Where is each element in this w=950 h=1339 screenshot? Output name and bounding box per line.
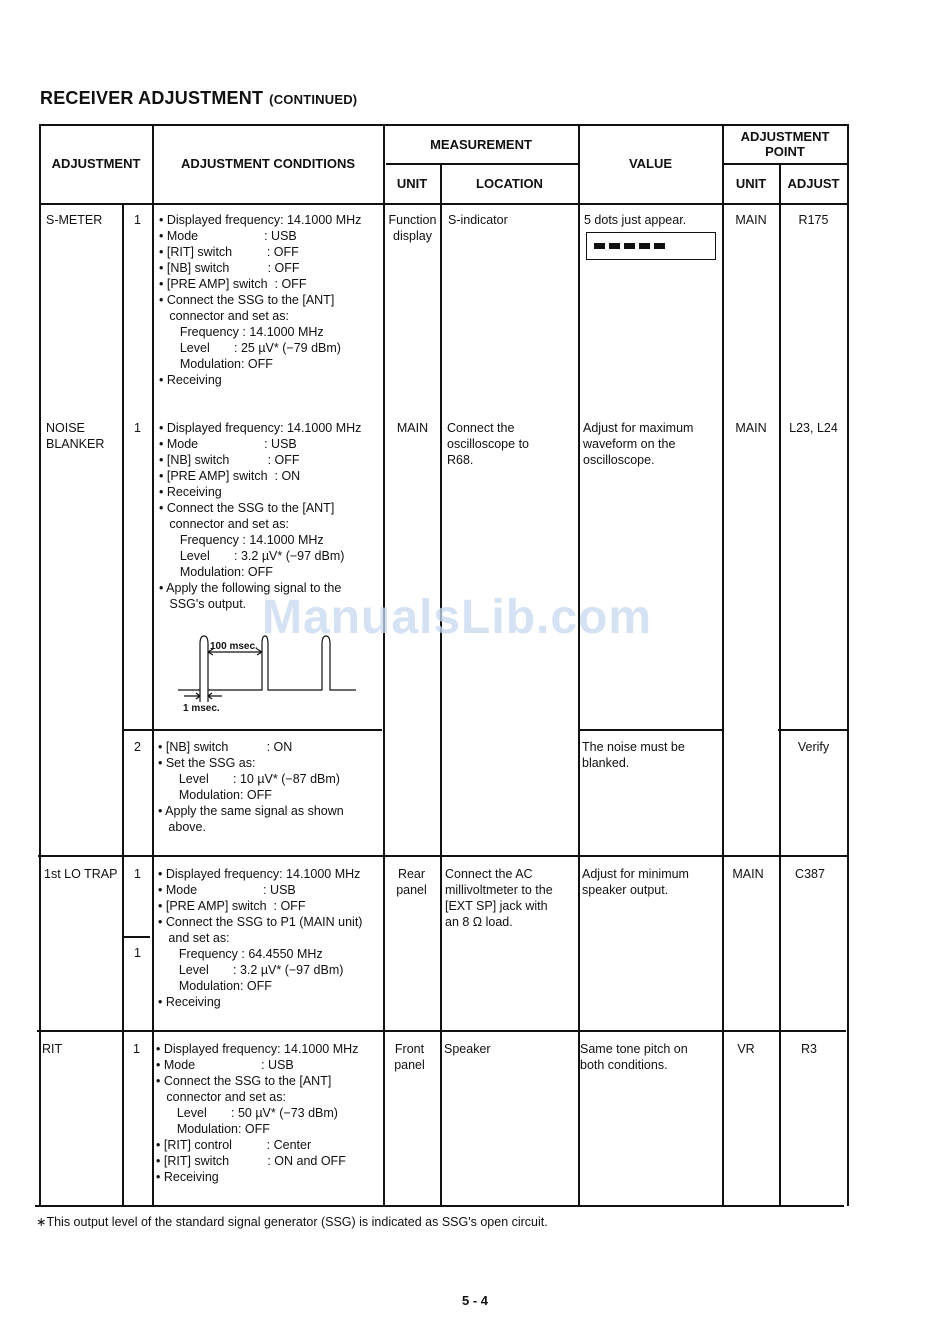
rit-ap-unit: VR	[737, 1042, 755, 1056]
title-main: RECEIVER ADJUSTMENT	[40, 88, 264, 108]
lotrap-conditions: • Displayed frequency: 14.1000 MHz • Mode : USB • [PRE AMP] switch : OFF • Connect the SSG to P1 (MAIN unit) and set as: Frequency : 64.4550 MHz Level : 3.2 µV* (−97 dBm) Modulation: OFF • Receiving	[158, 867, 363, 1009]
pulse-label-100msec: 100 msec.	[210, 641, 258, 652]
s-meter-dot	[654, 243, 665, 249]
nb-meas-unit: MAIN	[396, 421, 429, 435]
nb-step2: 2	[134, 740, 141, 754]
s-meter-indicator-display	[586, 232, 716, 260]
smeter-location: S-indicator	[448, 213, 508, 227]
s-meter-dot	[594, 243, 605, 249]
lotrap-name: 1st LO TRAP	[44, 867, 118, 881]
pulse-label-1msec: 1 msec.	[183, 703, 220, 714]
header-divider-measurement	[386, 163, 578, 165]
smeter-value: 5 dots just appear.	[584, 213, 687, 227]
smeter-name: S-METER	[46, 213, 103, 227]
page-number: 5 - 4	[461, 1293, 488, 1308]
smeter-ap-adjust: R175	[798, 213, 829, 227]
rit-step: 1	[133, 1042, 140, 1056]
lotrap-meas-unit: Rear panel	[396, 867, 427, 897]
lotrap-step-separator	[122, 936, 150, 938]
header-location: LOCATION	[476, 176, 543, 191]
rit-ap-adjust: R3	[801, 1042, 817, 1056]
col-location-left	[440, 163, 442, 1206]
rit-name: RIT	[42, 1042, 63, 1056]
watermark: ManualsLib.com	[262, 591, 653, 644]
title-suffix: (CONTINUED)	[269, 92, 358, 107]
nb-value-separator	[578, 729, 722, 731]
smeter-ap-unit: MAIN	[735, 213, 767, 227]
header-divider-adjpoint	[722, 163, 848, 165]
header-adjpoint-line2: POINT	[765, 144, 805, 159]
header-value: VALUE	[628, 156, 673, 171]
nb-step-separator	[122, 729, 382, 731]
rit-conditions: • Displayed frequency: 14.1000 MHz • Mode : USB • Connect the SSG to the [ANT] connector and set as: Level : 50 µV* (−73 dBm) Modulation: OFF • [RIT] control : Center • [RIT] switch : ON and OFF • Receiving	[156, 1042, 359, 1184]
rit-value: Same tone pitch on both conditions.	[580, 1042, 688, 1072]
nb-location: Connect the oscilloscope to R68.	[447, 421, 529, 467]
lotrap-ap-unit: MAIN	[732, 867, 764, 881]
nb-conditions1: • Displayed frequency: 14.1000 MHz • Mode : USB • [NB] switch : OFF • [PRE AMP] switch : ON • Receiving • Connect the SSG to the [ANT] connector and set as: Frequency : 14.1000 MHz Level : 3.2 µV* (−97 dBm) Modulation: OFF • Apply the following signal to the SSG's output.	[159, 421, 362, 611]
nb-ap-adjust1: L23, L24	[789, 421, 838, 435]
header-conditions: ADJUSTMENT CONDITIONS	[180, 156, 356, 171]
lotrap-step1: 1	[134, 867, 141, 881]
col-left-border	[39, 124, 41, 1206]
lotrap-step2: 1	[134, 946, 141, 960]
header-meas-unit: UNIT	[396, 176, 428, 191]
row-separator-lotrap	[38, 855, 847, 857]
lotrap-ap-adjust: C387	[795, 867, 825, 881]
rit-location: Speaker	[444, 1042, 491, 1056]
col-right-border	[847, 124, 849, 1206]
nb-ap-unit: MAIN	[735, 421, 767, 435]
nb-ap-adjust2: Verify	[797, 740, 830, 754]
nb-name: NOISE BLANKER	[46, 421, 105, 451]
footnote: ∗This output level of the standard signal generator (SSG) is indicated as SSG's open circuit.	[36, 1215, 548, 1229]
row-separator-rit	[37, 1030, 846, 1032]
s-meter-dot	[639, 243, 650, 249]
table-border-top	[39, 124, 849, 126]
header-ap-unit: UNIT	[735, 176, 767, 191]
lotrap-location: Connect the AC millivoltmeter to the [EXT SP] jack with an 8 Ω load.	[445, 867, 553, 929]
smeter-conditions: • Displayed frequency: 14.1000 MHz • Mode : USB • [RIT] switch : OFF • [NB] switch : OFF • [PRE AMP] switch : OFF • Connect the SSG to the [ANT] connector and set as: Frequency : 14.1000 MHz Level : 25 µV* (−79 dBm) Modulation: OFF • Receiving	[159, 213, 362, 387]
header-adjpoint-line1: ADJUSTMENT	[740, 129, 830, 144]
header-ap-adjust: ADJUST	[787, 176, 840, 191]
rit-meas-unit: Front panel	[394, 1042, 425, 1072]
header-bottom-line	[39, 203, 848, 205]
header-adjustment: ADJUSTMENT	[51, 156, 141, 171]
smeter-step: 1	[134, 213, 141, 227]
s-meter-dot	[624, 243, 635, 249]
nb-value1: Adjust for maximum waveform on the oscilloscope.	[583, 421, 694, 467]
nb-conditions2: • [NB] switch : ON • Set the SSG as: Level : 10 µV* (−87 dBm) Modulation: OFF • Apply the same signal as shown above.	[158, 740, 344, 834]
lotrap-value: Adjust for minimum speaker output.	[582, 867, 689, 897]
nb-step1: 1	[134, 421, 141, 435]
col-conditions-left	[152, 124, 154, 1206]
nb-adjust-separator	[778, 729, 847, 731]
s-meter-dot	[609, 243, 620, 249]
nb-value2: The noise must be blanked.	[582, 740, 685, 770]
header-measurement: MEASUREMENT	[430, 137, 532, 152]
page-title	[40, 88, 357, 109]
smeter-meas-unit: Function display	[388, 213, 437, 243]
